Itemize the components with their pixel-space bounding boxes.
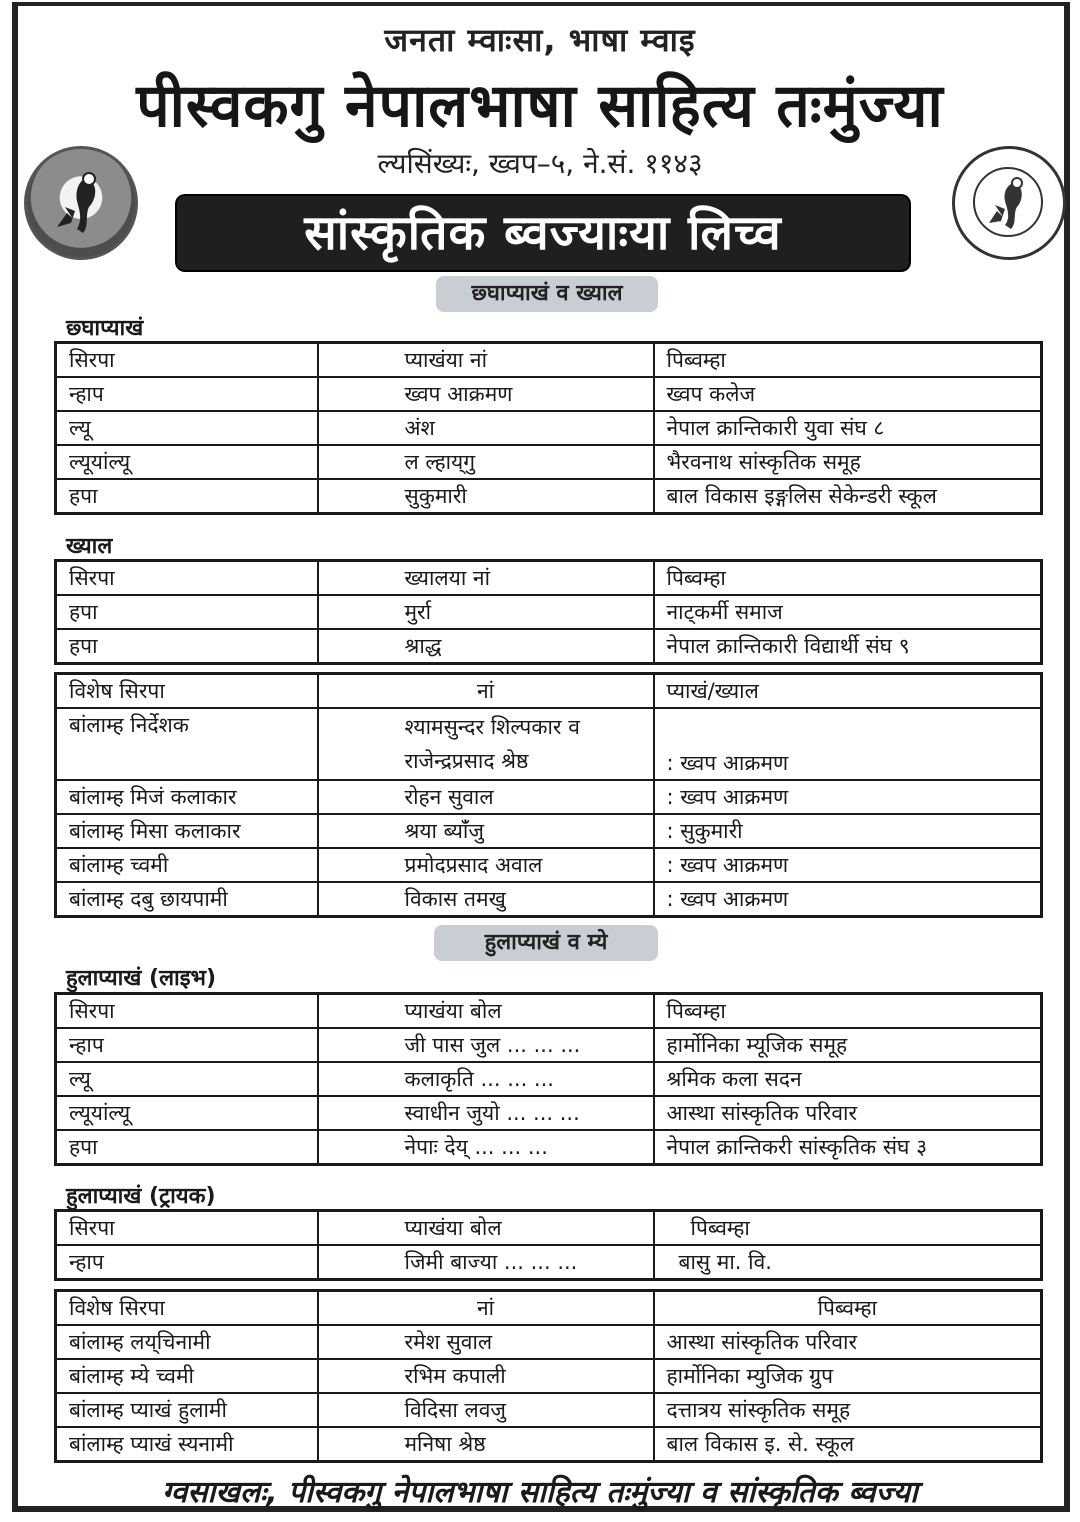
award-cell: बांलाम्ह मिजं कलाकार bbox=[56, 780, 318, 814]
column-header: विशेष सिरपा bbox=[56, 1291, 318, 1326]
name-cell: मनिषा श्रेष्ठ bbox=[318, 1427, 654, 1462]
table-row bbox=[56, 882, 1042, 917]
special-awards-dance-table bbox=[54, 1289, 1043, 1463]
header-subtitle: जनता म्वाःसा, भाषा म्वाइ bbox=[384, 21, 696, 59]
position-cell: हपा bbox=[56, 595, 318, 629]
performer-cell: आस्था सांस्कृतिक परिवार bbox=[654, 1096, 1042, 1130]
award-cell: बांलाम्ह मिसा कलाकार bbox=[56, 814, 318, 848]
title-cell: श्राद्ध bbox=[318, 629, 654, 664]
column-header: सिरपा bbox=[56, 343, 318, 378]
title-cell: ख्वप आक्रमण bbox=[318, 377, 654, 411]
play-cell: : ख्वप आक्रमण bbox=[654, 848, 1042, 882]
table-row bbox=[56, 629, 1042, 664]
play-cell: : ख्वप आक्रमण bbox=[654, 708, 1042, 780]
performer-cell: श्रमिक कला सदन bbox=[654, 1062, 1042, 1096]
performer-cell: हार्मोनिका म्यूजिक समूह bbox=[654, 1028, 1042, 1062]
performer-cell: नेपाल क्रान्तिकारी युवा संघ ८ bbox=[654, 411, 1042, 445]
table-row bbox=[56, 445, 1042, 479]
column-header: नां bbox=[318, 674, 654, 709]
song-cell: नेपाः देय्‌ ... ... ... bbox=[318, 1130, 654, 1165]
name-line-1: श्यामसुन्दर शिल्पकार व bbox=[404, 715, 580, 739]
table-row bbox=[56, 780, 1042, 814]
table-header-row bbox=[56, 1211, 1042, 1246]
award-cell: बांलाम्ह निर्देशक bbox=[56, 708, 318, 780]
name-cell: विकास तमखु bbox=[318, 882, 654, 917]
table-row bbox=[56, 1096, 1042, 1130]
song-cell: स्वाधीन जुयो ... ... ... bbox=[318, 1096, 654, 1130]
column-header: प्याखं/ख्याल bbox=[654, 674, 1042, 709]
table-row bbox=[56, 377, 1042, 411]
event-banner: सांस्कृतिक ब्वज्याःया लिच्व bbox=[177, 196, 909, 270]
table-header-row bbox=[56, 1291, 1042, 1326]
table-row bbox=[56, 1062, 1042, 1096]
khyal-section-label: ख्याल bbox=[66, 534, 113, 559]
table-row bbox=[56, 814, 1042, 848]
position-cell: न्हाप bbox=[56, 377, 318, 411]
table-header-row bbox=[56, 674, 1042, 709]
title-cell: ल ल्हाय्‌गु bbox=[318, 445, 654, 479]
table-row bbox=[56, 848, 1042, 882]
column-header: पिब्वम्हा bbox=[654, 994, 1042, 1029]
track-section-label: हुलाप्याखं (ट्रायक) bbox=[66, 1184, 216, 1209]
name-cell: रमेश सुवाल bbox=[318, 1325, 654, 1359]
table-row bbox=[56, 1359, 1042, 1393]
name-cell: श्रया ब्यांँजु bbox=[318, 814, 654, 848]
table-row bbox=[56, 411, 1042, 445]
table-header-row bbox=[56, 994, 1042, 1029]
dancer-emblem-icon bbox=[27, 149, 135, 257]
performer-cell: दत्तात्रय सांस्कृतिक समूह bbox=[654, 1393, 1042, 1427]
organizer-footer: ग्वसाखलः, पीस्वकगु नेपालभाषा साहित्य तःमुंज्या व सांस्कृतिक ब्वज्या bbox=[162, 1475, 918, 1510]
performer-cell: बाल विकास इ. से. स्कूल bbox=[654, 1427, 1042, 1462]
award-cell: बांलाम्ह म्ये च्वमी bbox=[56, 1359, 318, 1393]
title-cell: सुकुमारी bbox=[318, 479, 654, 514]
name-cell: रोहन सुवाल bbox=[318, 780, 654, 814]
position-cell: न्हाप bbox=[56, 1245, 318, 1280]
award-cell: बांलाम्ह प्याखं हुलामी bbox=[56, 1393, 318, 1427]
venue-date-line: ल्यसिंख्यः, ख्वप–५, ने.सं. ११४३ bbox=[377, 147, 703, 180]
khyal-results-table bbox=[54, 559, 1043, 665]
column-header: सिरपा bbox=[56, 994, 318, 1029]
title-cell: अंश bbox=[318, 411, 654, 445]
column-header: पिब्वम्हा bbox=[654, 561, 1042, 596]
drama-results-table bbox=[54, 341, 1043, 515]
column-header: पिब्वम्हा bbox=[654, 1211, 1042, 1246]
table-row bbox=[56, 1245, 1042, 1280]
table-header-row bbox=[56, 343, 1042, 378]
performer-cell: नेपाल क्रान्तिकारी विद्यार्थी संघ ९ bbox=[654, 629, 1042, 664]
table-row bbox=[56, 1427, 1042, 1462]
table-row bbox=[56, 1130, 1042, 1165]
table-header-row bbox=[56, 561, 1042, 596]
name-cell: प्रमोदप्रसाद अवाल bbox=[318, 848, 654, 882]
play-cell: : ख्वप आक्रमण bbox=[654, 882, 1042, 917]
name-line-2: राजेन्द्रप्रसाद श्रेष्ठ bbox=[404, 749, 529, 773]
drama-section-label: छ्घाप्याखं bbox=[66, 316, 144, 341]
award-cell: बांलाम्ह दबु छायपामी bbox=[56, 882, 318, 917]
position-cell: ल्यू bbox=[56, 411, 318, 445]
play-cell: : सुकुमारी bbox=[654, 814, 1042, 848]
position-cell: न्हाप bbox=[56, 1028, 318, 1062]
table-row bbox=[56, 708, 1042, 780]
dancer-emblem-icon bbox=[955, 149, 1063, 257]
play-cell: : ख्वप आक्रमण bbox=[654, 780, 1042, 814]
page-title: पीस्वकगु नेपालभाषा साहित्य तःमुंज्या bbox=[136, 71, 944, 141]
title-cell: मुर्रा bbox=[318, 595, 654, 629]
song-cell: कलाकृति ... ... ... bbox=[318, 1062, 654, 1096]
column-header: नां bbox=[318, 1291, 654, 1326]
column-header: प्याखंया बोल bbox=[318, 994, 654, 1029]
column-header: ख्यालया नां bbox=[318, 561, 654, 596]
song-cell: जिमी बाज्या ... ... ... bbox=[318, 1245, 654, 1280]
special-awards-drama-table bbox=[54, 672, 1043, 918]
performer-cell: भैरवनाथ सांस्कृतिक समूह bbox=[654, 445, 1042, 479]
table-row bbox=[56, 1393, 1042, 1427]
name-cell: विदिसा लवजु bbox=[318, 1393, 654, 1427]
position-cell: ल्यूयांल्यू bbox=[56, 1096, 318, 1130]
left-emblem-logo bbox=[24, 146, 138, 260]
performer-cell: बाल विकास इङ्गलिस सेकेन्डरी स्कूल bbox=[654, 479, 1042, 514]
table-row bbox=[56, 1028, 1042, 1062]
performer-cell: हार्मोनिका म्युजिक ग्रुप bbox=[654, 1359, 1042, 1393]
position-cell: हपा bbox=[56, 479, 318, 514]
table-row bbox=[56, 1325, 1042, 1359]
column-header: पिब्वम्हा bbox=[654, 343, 1042, 378]
position-cell: हपा bbox=[56, 1130, 318, 1165]
position-cell: ल्यू bbox=[56, 1062, 318, 1096]
award-cell: बांलाम्ह प्याखं स्यनामी bbox=[56, 1427, 318, 1462]
right-emblem-logo bbox=[952, 146, 1066, 260]
name-cell: रभिम कपाली bbox=[318, 1359, 654, 1393]
performer-cell: बासु मा. वि. bbox=[654, 1245, 1042, 1280]
column-header: पिब्वम्हा bbox=[654, 1291, 1042, 1326]
performer-cell: ख्वप कलेज bbox=[654, 377, 1042, 411]
performer-cell: नाट्‌कर्मी समाज bbox=[654, 595, 1042, 629]
column-header: सिरपा bbox=[56, 1211, 318, 1246]
award-cell: बांलाम्ह च्वमी bbox=[56, 848, 318, 882]
performer-cell: आस्था सांस्कृतिक परिवार bbox=[654, 1325, 1042, 1359]
name-cell bbox=[318, 708, 654, 780]
song-cell: जी पास जुल ... ... ... bbox=[318, 1028, 654, 1062]
section-pill-group-dance-song: हुलाप्याखं व म्ये bbox=[434, 925, 658, 961]
position-cell: हपा bbox=[56, 629, 318, 664]
track-dance-results-table bbox=[54, 1209, 1043, 1281]
column-header: प्याखंया नां bbox=[318, 343, 654, 378]
table-row bbox=[56, 479, 1042, 514]
column-header: प्याखंया बोल bbox=[318, 1211, 654, 1246]
column-header: सिरपा bbox=[56, 561, 318, 596]
live-section-label: हुलाप्याखं (लाइभ) bbox=[66, 966, 217, 991]
position-cell: ल्यूयांल्यू bbox=[56, 445, 318, 479]
section-pill-drama-khyal: छ्घाप्याखं व ख्याल bbox=[436, 276, 658, 312]
award-cell: बांलाम्ह लय्‌चिनामी bbox=[56, 1325, 318, 1359]
column-header: विशेष सिरपा bbox=[56, 674, 318, 709]
live-dance-results-table bbox=[54, 992, 1043, 1166]
performer-cell: नेपाल क्रान्तिकरी सांस्कृतिक संघ ३ bbox=[654, 1130, 1042, 1165]
table-row bbox=[56, 595, 1042, 629]
